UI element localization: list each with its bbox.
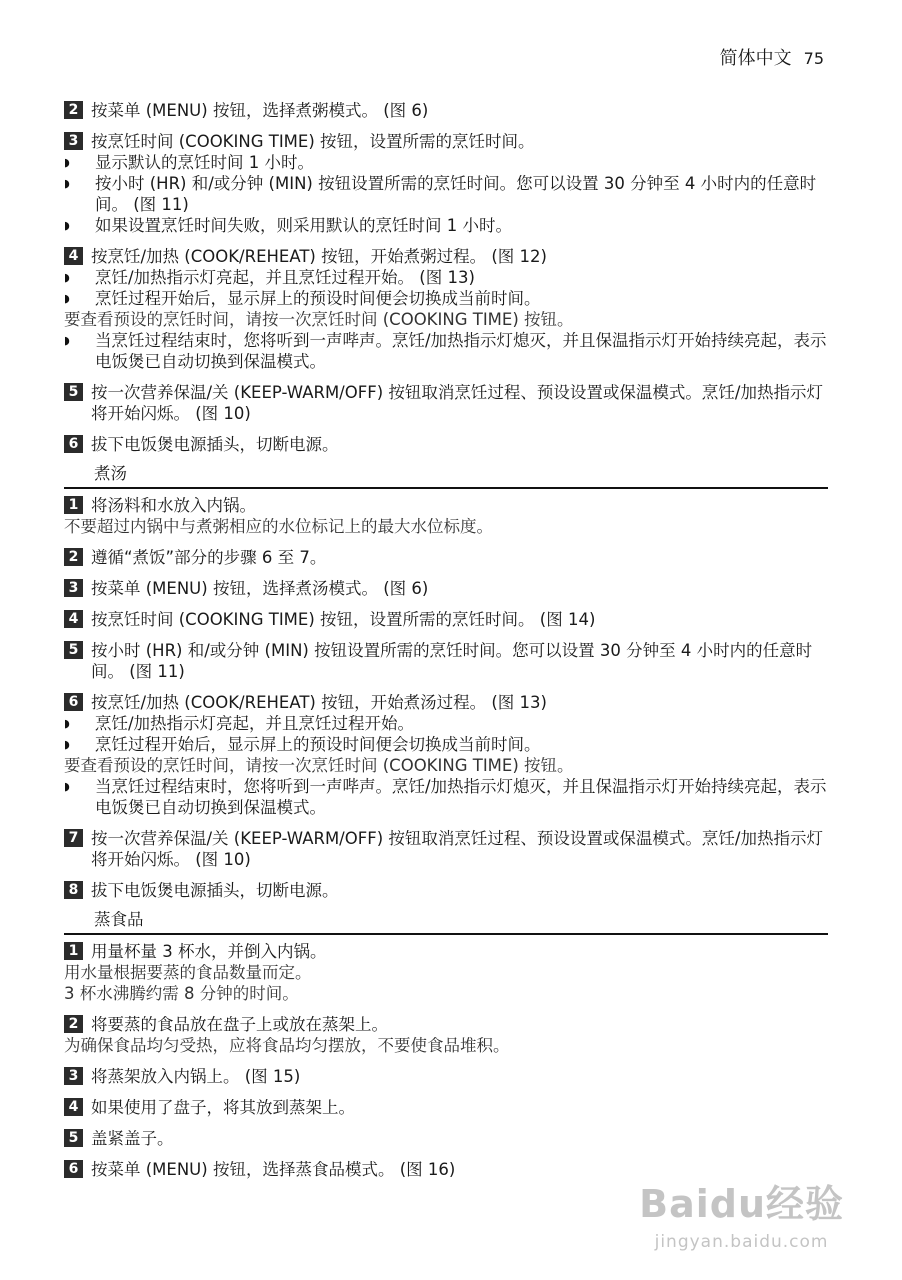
bullet-icon: ◗ [64,292,70,305]
step-text: 拔下电饭煲电源插头，切断电源。 [91,881,339,900]
step-text: 按菜单 (MENU) 按钮，选择蒸食品模式。 (图 16) [91,1160,456,1179]
step-number: 6 [64,1160,83,1178]
bullet-icon: ◗ [64,780,70,793]
step-number: 1 [64,496,83,514]
bullet-item: ◗ 烹饪/加热指示灯亮起，并且烹饪过程开始。 [64,714,415,733]
bullet-item: ◗ 烹饪/加热指示灯亮起，并且烹饪过程开始。 (图 13) [64,268,475,287]
step-text: 按一次营养保温/关 (KEEP-WARM/OFF) 按钮取消烹饪过程、预设设置或保温模式。烹饪/加热指示灯将开始闪烁。 (图 10) [91,829,823,869]
watermark-url: jingyan.baidu.com [654,1232,829,1252]
note-text: 为确保食品均匀受热，应将食品均匀摆放，不要使食品堆积。 [64,1036,510,1055]
step-text: 拔下电饭煲电源插头，切断电源。 [91,435,339,454]
step-soup-6 [64,692,828,713]
step-number: 2 [64,1015,83,1033]
bullet-icon: ◗ [64,271,70,284]
step-number: 2 [64,548,83,566]
page-number: 75 [803,49,824,68]
step-porridge-2 [64,100,828,121]
language-label: 简体中文 [719,48,792,69]
step-soup-8 [64,880,828,901]
page-header [720,44,824,70]
step-porridge-3 [64,131,828,152]
step-steam-1 [64,941,828,962]
step-text: 将蒸架放入内锅上。 (图 15) [91,1067,301,1086]
note-text: 不要超过内锅中与煮粥相应的水位标记上的最大水位标度。 [64,517,493,536]
bullet-item: ◗ 烹饪过程开始后，显示屏上的预设时间便会切换成当前时间。 [64,289,541,308]
section-title-steam: 蒸食品 [64,909,828,935]
step-number: 4 [64,1098,83,1116]
note-text: 要查看预设的烹饪时间，请按一次烹饪时间 (COOKING TIME) 按钮。 [64,756,574,775]
bullet-icon: ◗ [64,219,70,232]
step-soup-1 [64,495,828,516]
step-soup-7 [64,828,828,870]
step-soup-4 [64,609,828,630]
step-number: 2 [64,101,83,119]
note-text: 用水量根据要蒸的食品数量而定。 [64,963,312,982]
bullet-icon: ◗ [64,717,70,730]
bullet-item: ◗ 如果设置烹饪时间失败，则采用默认的烹饪时间 1 小时。 [64,216,512,235]
step-number: 8 [64,881,83,899]
step-number: 3 [64,579,83,597]
step-number: 3 [64,132,83,150]
step-text: 按菜单 (MENU) 按钮，选择煮汤模式。 (图 6) [91,579,429,598]
step-steam-2 [64,1014,828,1035]
watermark-logo: Baidu经验 [639,1182,844,1226]
step-text: 如果使用了盘子，将其放到蒸架上。 [91,1098,355,1117]
step-porridge-5 [64,382,828,424]
bullet-icon: ◗ [64,334,70,347]
step-number: 1 [64,942,83,960]
note-text: 3 杯水沸腾约需 8 分钟的时间。 [64,984,299,1003]
step-text: 遵循“煮饭”部分的步骤 6 至 7。 [91,548,327,567]
step-text: 按烹饪时间 (COOKING TIME) 按钮，设置所需的烹饪时间。 (图 14) [91,610,596,629]
step-number: 5 [64,641,83,659]
bullet-icon: ◗ [64,156,70,169]
step-text: 用量杯量 3 杯水，并倒入内锅。 [91,942,327,961]
bullet-item: ◗ 当烹饪过程结束时，您将听到一声哔声。烹饪/加热指示灯熄灭，并且保温指示灯开始持续亮起，表示电饭煲已自动切换到保温模式。 [64,331,827,371]
step-number: 3 [64,1067,83,1085]
step-steam-3 [64,1066,828,1087]
step-text: 按烹饪/加热 (COOK/REHEAT) 按钮，开始煮汤过程。 (图 13) [91,693,547,712]
step-steam-4 [64,1097,828,1118]
baidu-watermark [639,1173,844,1252]
bullet-icon: ◗ [64,177,70,190]
note-text: 要查看预设的烹饪时间，请按一次烹饪时间 (COOKING TIME) 按钮。 [64,310,574,329]
step-steam-5 [64,1128,828,1149]
bullet-item: ◗ 按小时 (HR) 和/或分钟 (MIN) 按钮设置所需的烹饪时间。您可以设置 30 分钟至 4 小时内的任意时间。 (图 11) [64,174,817,214]
step-number: 4 [64,610,83,628]
step-text: 盖紧盖子。 [91,1129,174,1148]
step-text: 按菜单 (MENU) 按钮，选择煮粥模式。 (图 6) [91,101,429,120]
step-text: 按一次营养保温/关 (KEEP-WARM/OFF) 按钮取消烹饪过程、预设设置或保温模式。烹饪/加热指示灯将开始闪烁。 (图 10) [91,383,823,423]
bullet-item: ◗ 当烹饪过程结束时，您将听到一声哔声。烹饪/加热指示灯熄灭，并且保温指示灯开始持续亮起，表示电饭煲已自动切换到保温模式。 [64,777,827,817]
step-number: 6 [64,693,83,711]
step-number: 7 [64,829,83,847]
bullet-item: ◗ 显示默认的烹饪时间 1 小时。 [64,153,314,172]
step-soup-5 [64,640,828,682]
step-porridge-6 [64,434,828,455]
step-soup-2 [64,547,828,568]
step-text: 将汤料和水放入内锅。 [91,496,256,515]
step-number: 6 [64,435,83,453]
bullet-item: ◗ 烹饪过程开始后，显示屏上的预设时间便会切换成当前时间。 [64,735,541,754]
step-text: 按烹饪/加热 (COOK/REHEAT) 按钮，开始煮粥过程。 (图 12) [91,247,547,266]
step-text: 按小时 (HR) 和/或分钟 (MIN) 按钮设置所需的烹饪时间。您可以设置 30 分钟至 4 小时内的任意时间。 (图 11) [91,641,813,681]
section-title-soup: 煮汤 [64,463,828,489]
step-porridge-4 [64,246,828,267]
step-text: 按烹饪时间 (COOKING TIME) 按钮，设置所需的烹饪时间。 [91,132,535,151]
step-text: 将要蒸的食品放在盘子上或放在蒸架上。 [91,1015,388,1034]
bullet-icon: ◗ [64,738,70,751]
step-number: 5 [64,383,83,401]
step-number: 5 [64,1129,83,1147]
page-content [64,100,828,1180]
step-number: 4 [64,247,83,265]
step-soup-3 [64,578,828,599]
